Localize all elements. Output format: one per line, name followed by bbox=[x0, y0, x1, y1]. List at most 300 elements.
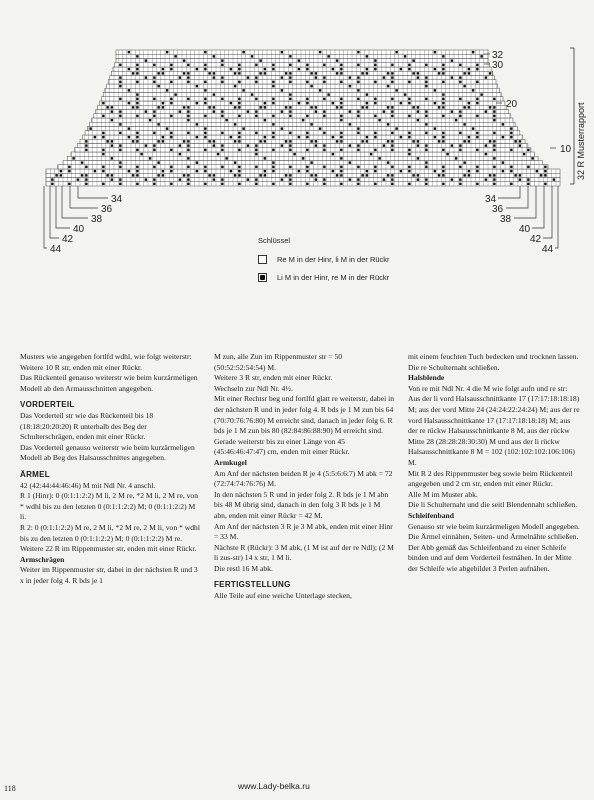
purl-stitch-dot bbox=[374, 115, 376, 117]
purl-stitch-dot bbox=[179, 76, 181, 78]
purl-stitch-dot bbox=[442, 115, 444, 117]
purl-stitch-dot bbox=[289, 115, 291, 117]
purl-stitch-dot bbox=[119, 149, 121, 151]
purl-stitch-dot bbox=[264, 72, 266, 74]
purl-stitch-dot bbox=[153, 132, 155, 134]
purl-stitch-dot bbox=[153, 149, 155, 151]
purl-stitch-dot bbox=[306, 98, 308, 100]
chart-row bbox=[90, 122, 516, 126]
purl-stitch-dot bbox=[459, 76, 461, 78]
purl-stitch-dot bbox=[395, 127, 397, 129]
legend bbox=[258, 236, 390, 284]
purl-stitch-dot bbox=[340, 170, 342, 172]
purl-stitch-dot bbox=[425, 166, 427, 168]
purl-stitch-dot bbox=[89, 127, 91, 129]
purl-stitch-dot bbox=[217, 153, 219, 155]
purl-stitch-dot bbox=[72, 157, 74, 159]
paragraph: Wechseln zur Ndl Nr. 4½. bbox=[214, 383, 293, 393]
purl-stitch-dot bbox=[204, 51, 206, 53]
purl-stitch-dot bbox=[272, 64, 274, 66]
purl-stitch-dot bbox=[442, 183, 444, 185]
subsection-heading: Schleifenband bbox=[408, 510, 454, 520]
purl-stitch-dot bbox=[408, 64, 410, 66]
purl-stitch-dot bbox=[119, 161, 121, 163]
purl-stitch-dot bbox=[213, 174, 215, 176]
purl-stitch-dot bbox=[119, 183, 121, 185]
purl-stitch-dot bbox=[323, 178, 325, 180]
purl-stitch-dot bbox=[315, 106, 317, 108]
purl-stitch-dot bbox=[391, 144, 393, 146]
size-leader-left bbox=[62, 186, 88, 218]
purl-stitch-dot bbox=[221, 149, 223, 151]
purl-stitch-dot bbox=[302, 157, 304, 159]
chart-row bbox=[46, 178, 560, 182]
purl-stitch-dot bbox=[361, 106, 363, 108]
purl-stitch-dot bbox=[238, 174, 240, 176]
purl-stitch-dot bbox=[259, 59, 261, 61]
purl-stitch-dot bbox=[204, 166, 206, 168]
purl-stitch-dot bbox=[298, 59, 300, 61]
paragraph: Weiter im Rippenmuster str, dabei in der nächsten R und 3 x in jeder folg 4. R bds je 1 bbox=[20, 565, 198, 585]
purl-stitch-dot bbox=[374, 132, 376, 134]
purl-stitch-dot bbox=[285, 174, 287, 176]
purl-stitch-dot bbox=[442, 149, 444, 151]
purl-stitch-dot bbox=[519, 174, 521, 176]
purl-stitch-dot bbox=[455, 157, 457, 159]
purl-stitch-dot bbox=[480, 93, 482, 95]
paragraph: Genauso str wie beim kurzärmeligen Modell angegeben. bbox=[408, 521, 580, 531]
purl-stitch-dot bbox=[425, 76, 427, 78]
purl-stitch-dot bbox=[476, 132, 478, 134]
purl-stitch-dot bbox=[272, 81, 274, 83]
purl-stitch-dot bbox=[366, 136, 368, 138]
purl-stitch-dot bbox=[442, 140, 444, 142]
purl-stitch-dot bbox=[340, 68, 342, 70]
purl-stitch-dot bbox=[136, 149, 138, 151]
purl-stitch-dot bbox=[162, 68, 164, 70]
purl-stitch-dot bbox=[85, 140, 87, 142]
purl-stitch-dot bbox=[315, 76, 317, 78]
paragraph: Weitere 22 R im Rippenmuster str, enden mit einer Rückr. bbox=[20, 544, 197, 554]
purl-stitch-dot bbox=[119, 123, 121, 125]
size-label-right: 36 bbox=[492, 204, 504, 215]
purl-stitch-dot bbox=[238, 149, 240, 151]
purl-stitch-dot bbox=[361, 140, 363, 142]
purl-stitch-dot bbox=[149, 119, 151, 121]
purl-stitch-dot bbox=[519, 140, 521, 142]
purl-stitch-dot bbox=[187, 149, 189, 151]
purl-stitch-dot bbox=[306, 102, 308, 104]
purl-stitch-dot bbox=[391, 178, 393, 180]
purl-stitch-dot bbox=[136, 68, 138, 70]
purl-stitch-dot bbox=[187, 119, 189, 121]
purl-stitch-dot bbox=[383, 144, 385, 146]
purl-stitch-dot bbox=[434, 68, 436, 70]
chart-row bbox=[46, 169, 560, 173]
purl-stitch-dot bbox=[157, 72, 159, 74]
purl-stitch-dot bbox=[417, 178, 419, 180]
purl-stitch-dot bbox=[463, 106, 465, 108]
purl-stitch-dot bbox=[332, 153, 334, 155]
purl-stitch-dot bbox=[323, 98, 325, 100]
purl-stitch-dot bbox=[374, 59, 376, 61]
purl-stitch-dot bbox=[289, 106, 291, 108]
purl-stitch-dot bbox=[179, 144, 181, 146]
purl-stitch-dot bbox=[162, 140, 164, 142]
purl-stitch-dot bbox=[153, 81, 155, 83]
purl-stitch-dot bbox=[485, 153, 487, 155]
size-label-left: 36 bbox=[101, 204, 113, 215]
purl-stitch-dot bbox=[323, 64, 325, 66]
purl-stitch-dot bbox=[340, 98, 342, 100]
purl-stitch-dot bbox=[187, 183, 189, 185]
purl-stitch-dot bbox=[310, 72, 312, 74]
purl-stitch-dot bbox=[174, 93, 176, 95]
purl-stitch-dot bbox=[132, 174, 134, 176]
purl-stitch-dot bbox=[349, 110, 351, 112]
purl-stitch-dot bbox=[391, 149, 393, 151]
purl-stitch-dot bbox=[442, 55, 444, 57]
purl-stitch-dot bbox=[451, 178, 453, 180]
paragraph: 42 (42:44:44:46:46) M mit Ndl Nr. 4 anschl. bbox=[20, 480, 156, 490]
purl-stitch-dot bbox=[162, 174, 164, 176]
purl-stitch-dot bbox=[85, 144, 87, 146]
purl-stitch-dot bbox=[349, 85, 351, 87]
purl-stitch-dot bbox=[157, 161, 159, 163]
purl-stitch-dot bbox=[272, 132, 274, 134]
purl-stitch-dot bbox=[468, 72, 470, 74]
purl-stitch-dot bbox=[153, 183, 155, 185]
chart-row bbox=[63, 161, 542, 165]
purl-stitch-dot bbox=[238, 115, 240, 117]
row-label: 30 bbox=[492, 60, 504, 71]
purl-stitch-dot bbox=[366, 174, 368, 176]
purl-stitch-dot bbox=[196, 85, 198, 87]
purl-stitch-dot bbox=[323, 110, 325, 112]
purl-stitch-dot bbox=[366, 106, 368, 108]
chart-row-cells bbox=[46, 178, 556, 182]
purl-stitch-dot bbox=[51, 178, 53, 180]
purl-stitch-dot bbox=[289, 98, 291, 100]
purl-stitch-dot bbox=[315, 174, 317, 176]
purl-stitch-dot bbox=[289, 55, 291, 57]
purl-stitch-dot bbox=[187, 76, 189, 78]
purl-stitch-dot bbox=[213, 144, 215, 146]
purl-stitch-dot bbox=[145, 178, 147, 180]
purl-stitch-dot bbox=[136, 106, 138, 108]
purl-stitch-dot bbox=[187, 174, 189, 176]
purl-stitch-dot bbox=[264, 102, 266, 104]
chart-row-cells bbox=[46, 182, 556, 186]
purl-stitch-dot bbox=[213, 55, 215, 57]
purl-stitch-dot bbox=[357, 144, 359, 146]
purl-stitch-dot bbox=[272, 102, 274, 104]
purl-stitch-dot bbox=[77, 178, 79, 180]
purl-stitch-dot bbox=[502, 161, 504, 163]
purl-stitch-dot bbox=[417, 76, 419, 78]
page-number: 118 bbox=[4, 784, 16, 793]
purl-stitch-dot bbox=[442, 72, 444, 74]
purl-stitch-dot bbox=[196, 136, 198, 138]
purl-stitch-dot bbox=[366, 102, 368, 104]
purl-stitch-dot bbox=[310, 106, 312, 108]
purl-stitch-dot bbox=[272, 68, 274, 70]
purl-stitch-dot bbox=[149, 157, 151, 159]
purl-stitch-dot bbox=[298, 136, 300, 138]
purl-stitch-dot bbox=[370, 153, 372, 155]
purl-stitch-dot bbox=[438, 174, 440, 176]
chart-row bbox=[108, 80, 496, 84]
purl-stitch-dot bbox=[136, 72, 138, 74]
purl-stitch-dot bbox=[510, 170, 512, 172]
purl-stitch-dot bbox=[374, 102, 376, 104]
purl-stitch-dot bbox=[183, 140, 185, 142]
purl-stitch-dot bbox=[374, 170, 376, 172]
purl-stitch-dot bbox=[289, 81, 291, 83]
purl-stitch-dot bbox=[259, 140, 261, 142]
purl-stitch-dot bbox=[238, 136, 240, 138]
purl-stitch-dot bbox=[412, 174, 414, 176]
purl-stitch-dot bbox=[187, 81, 189, 83]
chart-row bbox=[46, 182, 560, 186]
purl-stitch-dot bbox=[281, 110, 283, 112]
purl-stitch-dot bbox=[387, 106, 389, 108]
purl-stitch-dot bbox=[378, 157, 380, 159]
size-label-right: 40 bbox=[519, 224, 531, 235]
purl-stitch-dot bbox=[451, 144, 453, 146]
knitting-chart bbox=[0, 0, 594, 260]
purl-stitch-dot bbox=[255, 98, 257, 100]
paragraph: Das Vorderteil str wie das Rückenteil bis 18 (18:18:20:20:20) R unterhalb des Beg der Schulterschrägen, enden mit einer Rückr. bbox=[20, 410, 154, 442]
purl-stitch-dot bbox=[434, 170, 436, 172]
subsection-heading: Armschrägen bbox=[20, 554, 65, 564]
purl-stitch-dot bbox=[395, 51, 397, 53]
purl-stitch-dot bbox=[472, 89, 474, 91]
purl-stitch-dot bbox=[310, 140, 312, 142]
purl-stitch-dot bbox=[55, 174, 57, 176]
purl-stitch-dot bbox=[306, 183, 308, 185]
repeat-label: 32 R Musterrapport bbox=[576, 102, 586, 180]
purl-stitch-dot bbox=[251, 55, 253, 57]
purl-stitch-dot bbox=[281, 178, 283, 180]
purl-stitch-dot bbox=[357, 127, 359, 129]
purl-stitch-dot bbox=[472, 127, 474, 129]
purl-stitch-dot bbox=[119, 132, 121, 134]
purl-stitch-dot bbox=[315, 140, 317, 142]
purl-stitch-dot bbox=[289, 144, 291, 146]
purl-stitch-dot bbox=[281, 89, 283, 91]
purl-stitch-dot bbox=[81, 174, 83, 176]
purl-stitch-dot bbox=[221, 183, 223, 185]
purl-stitch-dot bbox=[102, 102, 104, 104]
purl-stitch-dot bbox=[285, 106, 287, 108]
purl-stitch-dot bbox=[553, 178, 555, 180]
purl-stitch-dot bbox=[128, 102, 130, 104]
purl-stitch-dot bbox=[306, 115, 308, 117]
purl-stitch-dot bbox=[238, 166, 240, 168]
purl-stitch-dot bbox=[60, 170, 62, 172]
purl-stitch-dot bbox=[247, 76, 249, 78]
purl-stitch-dot bbox=[94, 136, 96, 138]
purl-stitch-dot bbox=[408, 166, 410, 168]
purl-stitch-dot bbox=[60, 174, 62, 176]
purl-stitch-dot bbox=[255, 115, 257, 117]
purl-stitch-dot bbox=[391, 110, 393, 112]
purl-stitch-dot bbox=[255, 166, 257, 168]
purl-stitch-dot bbox=[442, 106, 444, 108]
purl-stitch-dot bbox=[230, 68, 232, 70]
size-label-left: 40 bbox=[73, 224, 85, 235]
size-leader-left bbox=[56, 186, 70, 228]
purl-stitch-dot bbox=[204, 81, 206, 83]
purl-stitch-dot bbox=[289, 140, 291, 142]
purl-stitch-dot bbox=[102, 166, 104, 168]
size-label-left: 42 bbox=[62, 234, 74, 245]
purl-stitch-dot bbox=[417, 157, 419, 159]
purl-stitch-dot bbox=[136, 136, 138, 138]
purl-stitch-dot bbox=[468, 140, 470, 142]
purl-stitch-dot bbox=[510, 127, 512, 129]
purl-stitch-dot bbox=[213, 72, 215, 74]
purl-stitch-dot bbox=[153, 166, 155, 168]
purl-stitch-dot bbox=[187, 144, 189, 146]
purl-stitch-dot bbox=[102, 183, 104, 185]
purl-stitch-dot bbox=[340, 140, 342, 142]
purl-stitch-dot bbox=[179, 178, 181, 180]
purl-stitch-dot bbox=[391, 166, 393, 168]
purl-stitch-dot bbox=[408, 132, 410, 134]
purl-stitch-dot bbox=[255, 153, 257, 155]
purl-stitch-dot bbox=[170, 115, 172, 117]
purl-stitch-dot bbox=[366, 68, 368, 70]
purl-stitch-dot bbox=[298, 170, 300, 172]
chart-row bbox=[107, 84, 498, 88]
purl-stitch-dot bbox=[170, 132, 172, 134]
purl-stitch-dot bbox=[264, 119, 266, 121]
purl-stitch-dot bbox=[119, 110, 121, 112]
purl-stitch-dot bbox=[493, 178, 495, 180]
purl-stitch-dot bbox=[102, 153, 104, 155]
purl-stitch-dot bbox=[323, 144, 325, 146]
purl-stitch-dot bbox=[442, 68, 444, 70]
purl-stitch-dot bbox=[327, 55, 329, 57]
purl-stitch-dot bbox=[264, 174, 266, 176]
purl-stitch-dot bbox=[493, 144, 495, 146]
purl-stitch-dot bbox=[289, 183, 291, 185]
purl-stitch-dot bbox=[387, 72, 389, 74]
purl-stitch-dot bbox=[510, 132, 512, 134]
purl-stitch-dot bbox=[336, 140, 338, 142]
purl-stitch-dot bbox=[425, 85, 427, 87]
purl-stitch-dot bbox=[523, 153, 525, 155]
purl-stitch-dot bbox=[408, 149, 410, 151]
purl-stitch-dot bbox=[111, 110, 113, 112]
purl-stitch-dot bbox=[510, 149, 512, 151]
legend-title: Schlüssel bbox=[258, 236, 291, 245]
purl-stitch-dot bbox=[289, 174, 291, 176]
purl-stitch-dot bbox=[468, 136, 470, 138]
chart-row bbox=[116, 54, 488, 58]
subsection-heading: Halsblende bbox=[408, 373, 445, 383]
purl-stitch-dot bbox=[225, 119, 227, 121]
purl-stitch-dot bbox=[242, 51, 244, 53]
purl-stitch-dot bbox=[153, 110, 155, 112]
purl-stitch-dot bbox=[374, 98, 376, 100]
purl-stitch-dot bbox=[408, 81, 410, 83]
purl-stitch-dot bbox=[187, 110, 189, 112]
purl-stitch-dot bbox=[408, 102, 410, 104]
purl-stitch-dot bbox=[451, 76, 453, 78]
paragraph: Weitere 3 R str, enden mit einer Rückr. bbox=[214, 373, 333, 383]
paragraph: R 2: 0 (0:1:1:2:2) M re, 2 M li, *2 M re, 2 M li, von * wdhl bis zu den letzten 0 (0:1:1:2:2) M; 0 (0:1:1:2:2) M re. bbox=[20, 522, 200, 543]
purl-stitch-dot bbox=[289, 149, 291, 151]
purl-stitch-dot bbox=[136, 140, 138, 142]
purl-stitch-dot bbox=[230, 102, 232, 104]
purl-stitch-dot bbox=[153, 76, 155, 78]
purl-stitch-dot bbox=[459, 98, 461, 100]
purl-stitch-dot bbox=[247, 110, 249, 112]
purl-stitch-dot bbox=[459, 149, 461, 151]
purl-stitch-dot bbox=[111, 157, 113, 159]
purl-stitch-dot bbox=[412, 59, 414, 61]
purl-stitch-dot bbox=[281, 127, 283, 129]
purl-stitch-dot bbox=[357, 132, 359, 134]
purl-stitch-dot bbox=[459, 81, 461, 83]
purl-stitch-dot bbox=[183, 72, 185, 74]
purl-stitch-dot bbox=[391, 183, 393, 185]
purl-stitch-dot bbox=[357, 110, 359, 112]
paragraph: Musters wie angegeben fortlfd wdhl, wie folgt weiterstr: bbox=[20, 352, 192, 361]
purl-stitch-dot bbox=[527, 178, 529, 180]
purl-stitch-dot bbox=[272, 85, 274, 87]
purl-stitch-dot bbox=[387, 161, 389, 163]
purl-stitch-dot bbox=[298, 102, 300, 104]
purl-stitch-dot bbox=[183, 59, 185, 61]
purl-stitch-dot bbox=[425, 132, 427, 134]
chart-grid bbox=[46, 50, 560, 186]
purl-stitch-dot bbox=[485, 110, 487, 112]
purl-stitch-dot bbox=[374, 136, 376, 138]
purl-stitch-dot bbox=[255, 149, 257, 151]
purl-stitch-dot bbox=[412, 140, 414, 142]
purl-stitch-dot bbox=[476, 115, 478, 117]
purl-stitch-dot bbox=[493, 149, 495, 151]
purl-stitch-dot bbox=[289, 110, 291, 112]
purl-stitch-dot bbox=[485, 144, 487, 146]
purl-stitch-dot bbox=[417, 119, 419, 121]
purl-stitch-dot bbox=[323, 81, 325, 83]
purl-stitch-dot bbox=[119, 76, 121, 78]
purl-stitch-dot bbox=[68, 183, 70, 185]
purl-stitch-dot bbox=[251, 93, 253, 95]
paragraph: mit einem feuchten Tuch bedecken und trocknen lassen. bbox=[408, 352, 579, 361]
purl-stitch-dot bbox=[230, 136, 232, 138]
purl-stitch-dot bbox=[332, 68, 334, 70]
purl-stitch-dot bbox=[272, 170, 274, 172]
purl-stitch-dot bbox=[514, 174, 516, 176]
purl-stitch-dot bbox=[459, 115, 461, 117]
purl-stitch-dot bbox=[438, 72, 440, 74]
purl-stitch-dot bbox=[476, 68, 478, 70]
purl-stitch-dot bbox=[417, 106, 419, 108]
text-column-1 bbox=[20, 352, 200, 586]
purl-stitch-dot bbox=[255, 144, 257, 146]
purl-stitch-dot bbox=[374, 166, 376, 168]
purl-stitch-dot bbox=[85, 166, 87, 168]
purl-stitch-dot bbox=[238, 81, 240, 83]
purl-stitch-dot bbox=[357, 76, 359, 78]
purl-stitch-dot bbox=[242, 89, 244, 91]
